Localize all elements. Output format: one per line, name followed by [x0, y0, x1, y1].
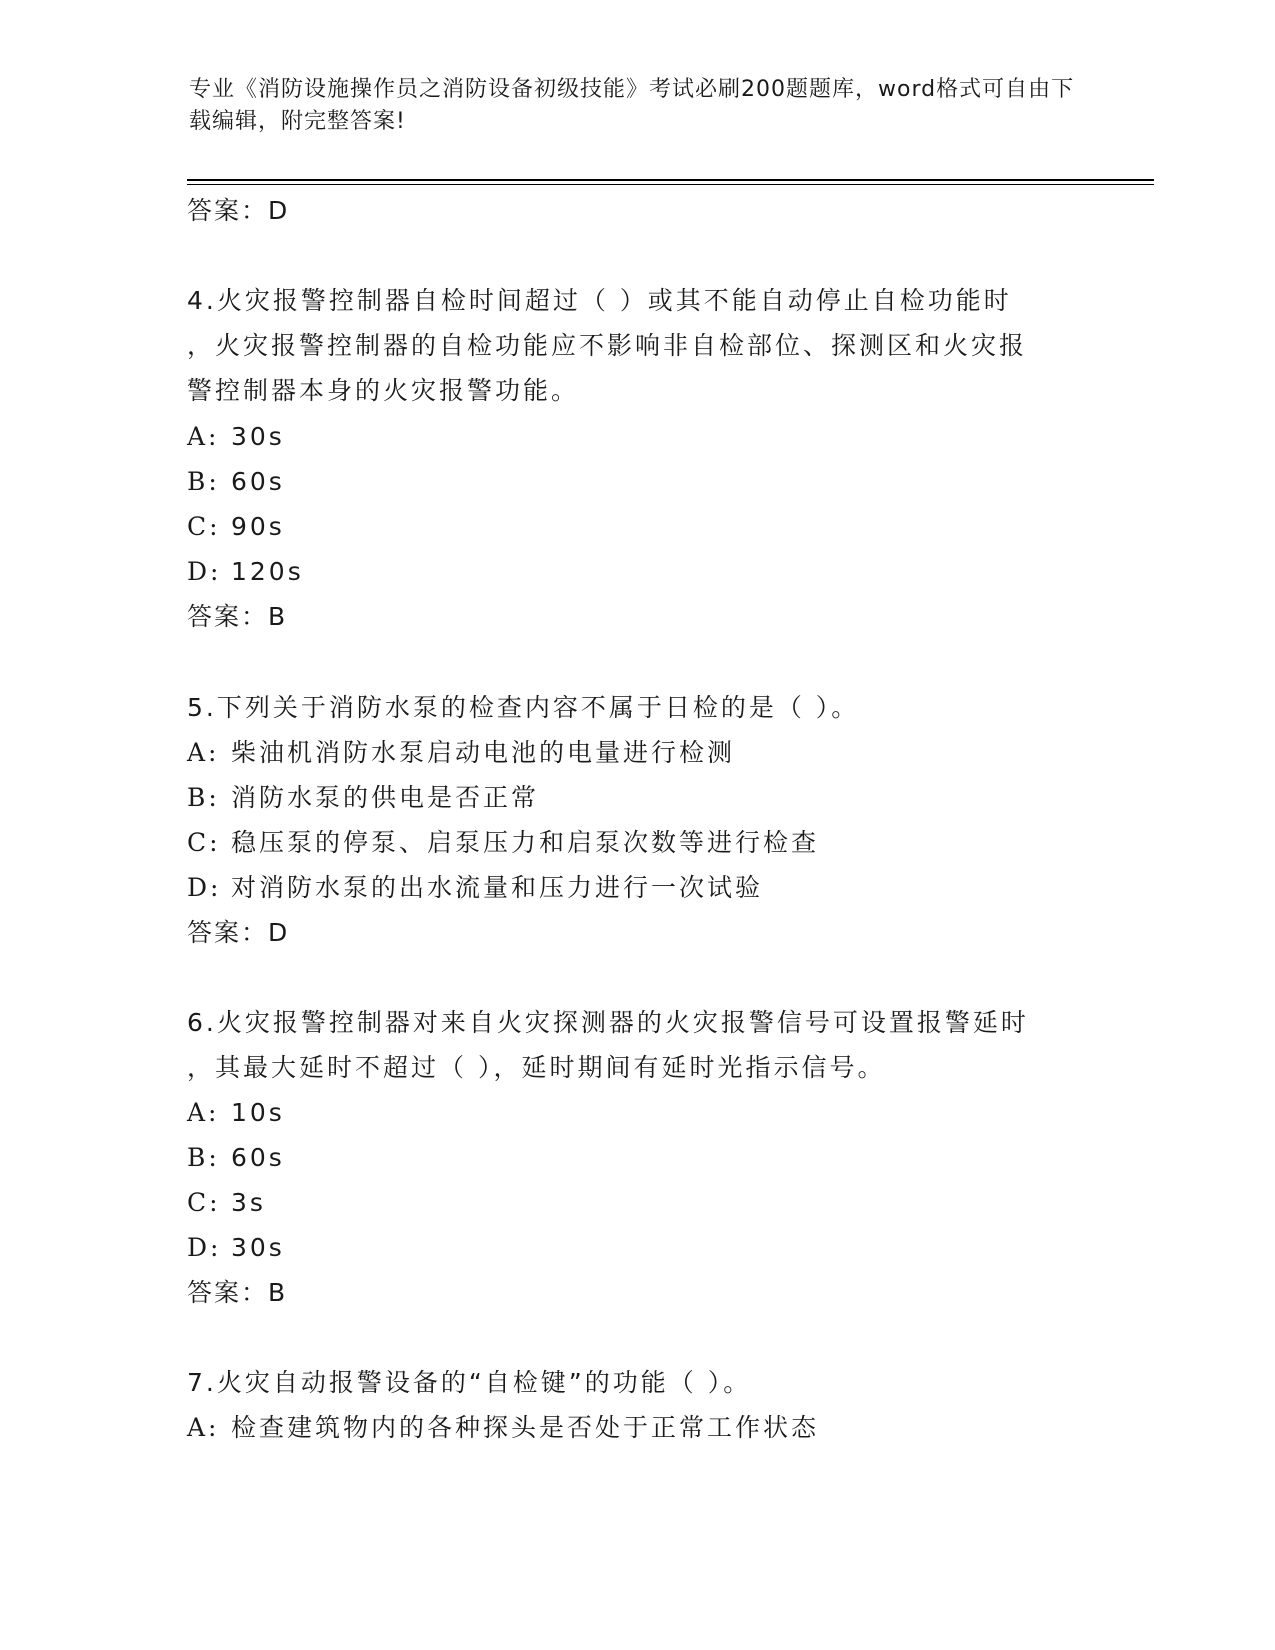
- option-text: 柴油机消防水泵启动电池的电量进行检测: [231, 738, 736, 767]
- document-header: 专业《消防设施操作员之消防设备初级技能》考试必刷200题题库，word格式可自由下载编辑，附完整答案!: [189, 77, 1075, 134]
- option-text: 60s: [231, 467, 285, 496]
- question-4-option-c: [187, 512, 285, 542]
- option-text: 稳压泵的停泵、启泵压力和启泵次数等进行检查: [231, 828, 820, 857]
- option-text: 90s: [231, 512, 285, 541]
- question-7-option-a: [187, 1413, 819, 1443]
- question-5-option-b: [187, 783, 539, 813]
- question-4-stem-line-1: 4.火灾报警控制器自检时间超过（ ）或其不能自动停止自检功能时: [187, 286, 1012, 315]
- question-6-option-c: [187, 1188, 266, 1218]
- option-letter: D:: [187, 1233, 222, 1262]
- option-text: 30s: [231, 422, 285, 451]
- option-letter: A:: [187, 738, 220, 767]
- question-4-option-a: [187, 422, 285, 452]
- option-text: 消防水泵的供电是否正常: [231, 783, 540, 812]
- option-letter: A:: [187, 1413, 220, 1442]
- question-6-option-d: [187, 1233, 285, 1263]
- option-text: 3s: [231, 1188, 266, 1217]
- option-text: 60s: [231, 1143, 285, 1172]
- option-letter: B:: [187, 1143, 220, 1172]
- question-5-option-a: [187, 738, 735, 768]
- question-6-stem-line-2: ，其最大延时不超过（ ），延时期间有延时光指示信号。: [187, 1053, 886, 1082]
- question-4-stem-line-3: 警控制器本身的火灾报警功能。: [187, 376, 580, 405]
- option-letter: B:: [187, 783, 220, 812]
- question-4-answer: 答案：B: [187, 602, 288, 631]
- option-letter: A:: [187, 1098, 220, 1127]
- option-text: 30s: [231, 1233, 285, 1262]
- option-text: 10s: [231, 1098, 285, 1127]
- question-4-option-d: [187, 557, 304, 587]
- question-6-option-b: [187, 1143, 285, 1173]
- question-5-option-c: [187, 828, 819, 858]
- question-5-option-d: [187, 873, 763, 903]
- header-divider-thin: [187, 184, 1154, 185]
- option-letter: A:: [187, 422, 220, 451]
- option-letter: C:: [187, 828, 221, 857]
- option-letter: D:: [187, 557, 222, 586]
- option-letter: C:: [187, 1188, 221, 1217]
- option-letter: B:: [187, 467, 220, 496]
- question-6-answer: 答案：B: [187, 1278, 288, 1307]
- question-5-answer: 答案：D: [187, 918, 290, 947]
- option-text: 检查建筑物内的各种探头是否处于正常工作状态: [231, 1413, 820, 1442]
- question-7-stem: 7.火灾自动报警设备的“自检键”的功能（ ）。: [187, 1368, 752, 1397]
- option-letter: C:: [187, 512, 221, 541]
- question-4-option-b: [187, 467, 285, 497]
- question-6-option-a: [187, 1098, 285, 1128]
- question-6-stem-line-1: 6.火灾报警控制器对来自火灾探测器的火灾报警信号可设置报警延时: [187, 1008, 1029, 1037]
- option-text: 对消防水泵的出水流量和压力进行一次试验: [231, 873, 764, 902]
- question-5-stem: 5.下列关于消防水泵的检查内容不属于日检的是（ ）。: [187, 693, 860, 722]
- option-letter: D:: [187, 873, 222, 902]
- option-text: 120s: [231, 557, 304, 586]
- answer-previous: 答案：D: [187, 196, 290, 225]
- header-divider-thick: [187, 179, 1154, 181]
- question-4-stem-line-2: ，火灾报警控制器的自检功能应不影响非自检部位、探测区和火灾报: [187, 331, 1028, 360]
